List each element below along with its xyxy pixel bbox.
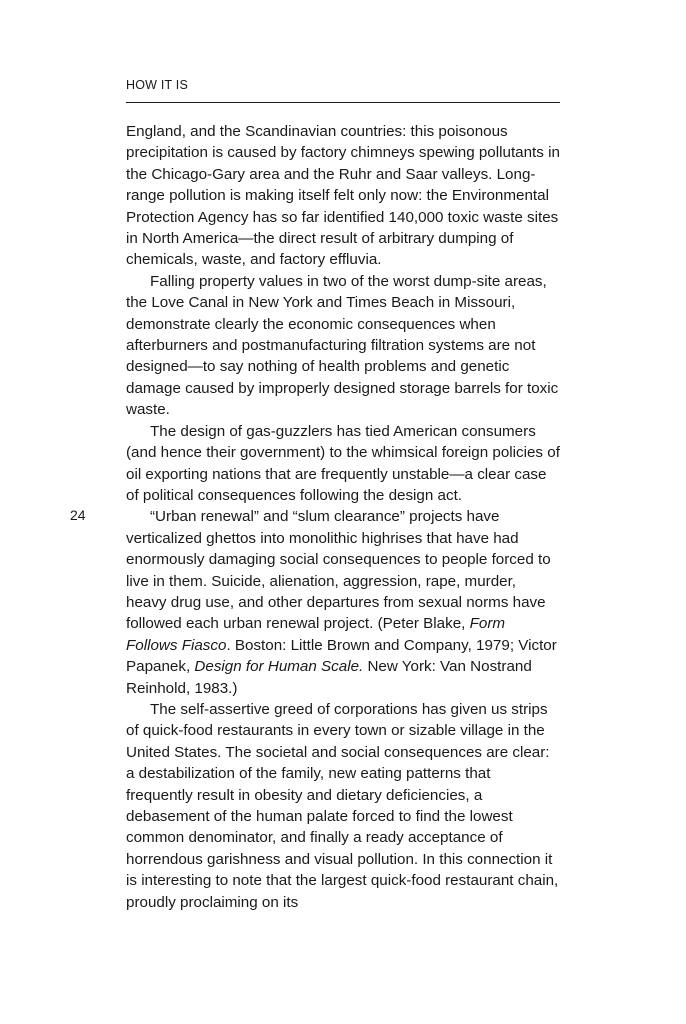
text-run: New York: Van Nostrand Reinhold, 1983.): [126, 658, 532, 697]
text-run: England, and the Scandinavian countries: this poisonous precipitation is caused by factory chimneys spewing pollutants in the Chicago-Gary area and the Ruhr and Saar valleys. Long-range pollution is making itself felt only now: the Environmental Protection Agency has so far identified 140,000 toxic waste sites in North America—the direct result of arbitrary dumping of chemicals, waste, and factory effluvia.: [126, 123, 560, 269]
text-run: The design of gas-guzzlers has tied American consumers (and hence their government) to the whimsical foreign policies of oil exporting nations that are frequently unstable—a clear case of political consequences following the design act.: [126, 422, 560, 504]
page-number: 24: [70, 507, 86, 523]
text-run: “Urban renewal” and “slum clearance” projects have verticalized ghettos into monolithic highrises that have had enormously damaging social consequences to people forced to live in them. Suicide, alienation, aggression, rape, murder, heavy drug use, and other departures from sexual norms have followed each urban renewal project. (Peter Blake,: [126, 508, 551, 633]
running-head: HOW IT IS: [126, 78, 188, 92]
italic-title: Form Follows Fiasco: [126, 615, 506, 654]
italic-title: Design for Human Scale.: [194, 658, 364, 676]
paragraph: [126, 271, 560, 421]
text-run: . Boston: Little Brown and Company, 1979; Victor Papanek,: [126, 636, 557, 676]
paragraph: [126, 421, 560, 507]
paragraph: [126, 121, 560, 271]
text-run: The self-assertive greed of corporations has given us strips of quick-food restaurants in every town or sizable village in the United States. The societal and social consequences are clear: a destabilization of the family, new eating patterns that frequently result in obesity and dietary deficiencies, a debasement of the human palate forced to find the lowest common denominator, and finally a ready acceptance of horrendous garishness and visual pollution. In this connection it is interesting to note that the largest quick-food restaurant chain, proudly proclaiming on its: [126, 700, 559, 911]
text-run: Falling property values in two of the worst dump-site areas, the Love Canal in New York and Times Beach in Missouri, demonstrate clearly the economic consequences when afterburners and postmanufacturing filtration systems are not designed—to say nothing of health problems and genetic damage caused by improperly designed storage barrels for toxic waste.: [126, 272, 559, 419]
paragraph: [126, 506, 560, 699]
header-rule: [126, 102, 560, 103]
body-text: [126, 121, 560, 913]
paragraph: [126, 699, 560, 913]
